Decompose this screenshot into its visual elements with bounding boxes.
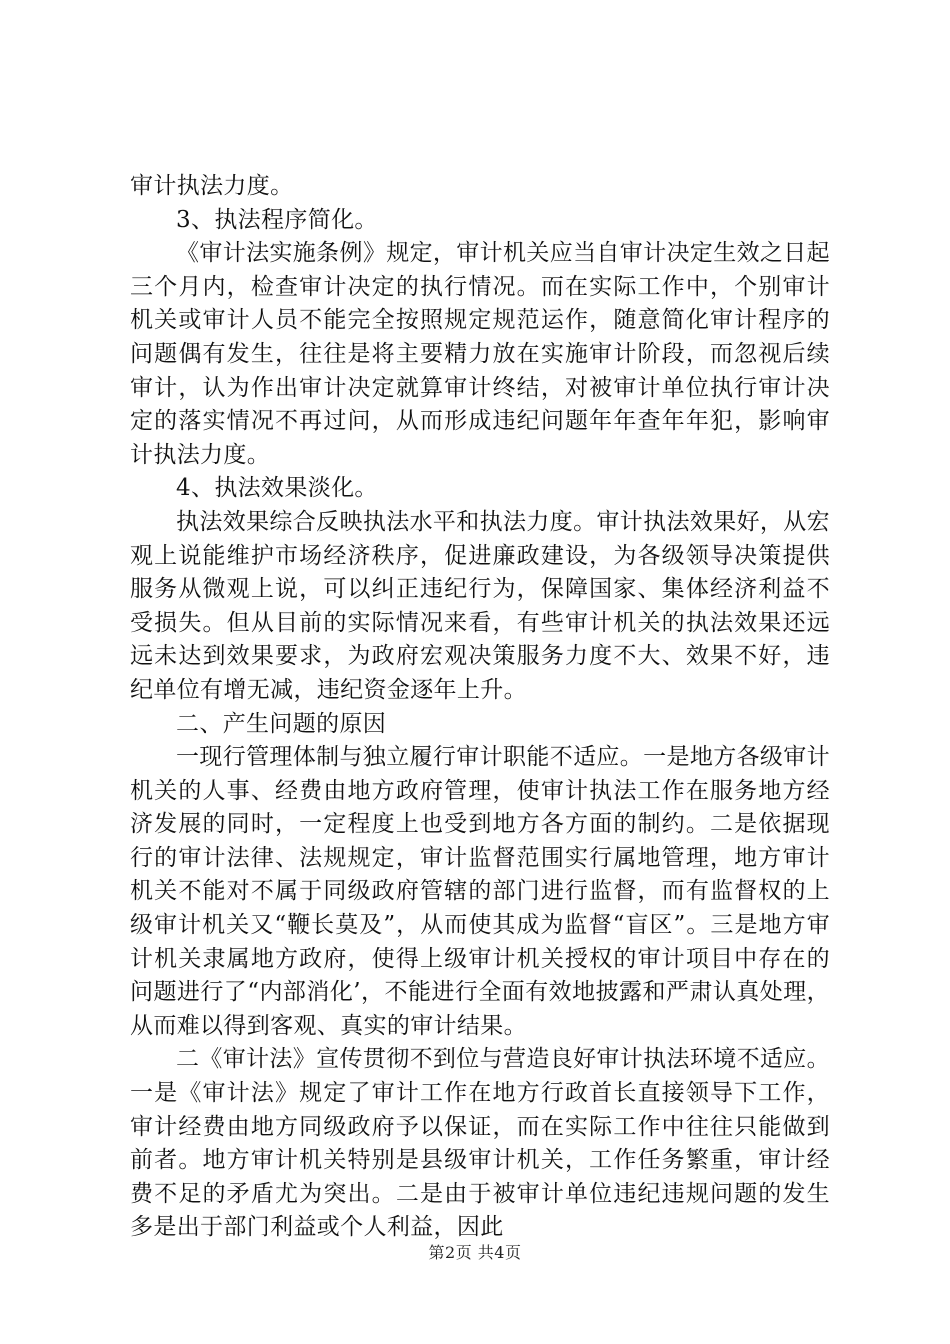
paragraph-1: 审计执法力度。 — [130, 173, 294, 199]
paragraph-heading-4: 4、执法效果淡化。 — [176, 475, 378, 502]
document-body — [130, 170, 830, 1245]
paragraph-7: 一现行管理体制与独立履行审计职能不适应。一是地方各级审计机关的人事、经费由地方政府管理，使审计执法工作在服务地方经济发展的同时，一定程度上也受到地方各方面的制约。二是依据现行的审计法律、法规规定，审计监督范围实行属地管理，地方审计机关不能对不属于同级政府管辖的部门进行监督，而有监督权的上级审计机关又“鞭长莫及”，从而使其成为监督“盲区”。三是地方审计机关隶属地方政府，使得上级审计机关授权的审计项目中存在的问题进行了“内部消化’，不能进行全面有效地披露和严肃认真处理，从而难以得到客观、真实的审计结果。 — [130, 744, 830, 1039]
page-footer: 第2页 共4页 — [428, 1243, 522, 1262]
paragraph-8: 二《审计法》宣传贯彻不到位与营造良好审计执法环境不适应。一是《审计法》规定了审计工作在地方行政首长直接领导下工作，审计经费由地方同级政府予以保证，而在实际工作中往往只能做到前者。地方审计机关特别是县级审计机关，工作任务繁重，审计经费不足的矛盾尤为突出。二是由于被审计单位违纪违规问题的发生多是出于部门利益或个人利益，因此 — [130, 1046, 830, 1241]
section-heading-causes: 二、产生问题的原因 — [176, 710, 387, 737]
paragraph-5: 执法效果综合反映执法水平和执法力度。审计执法效果好，从宏观上说能维护市场经济秩序，促进廉政建设，为各级领导决策提供服务从微观上说，可以纠正违纪行为，保障国家、集体经济利益不受损失。但从目前的实际情况来看，有些审计机关的执法效果还远远未达到效果要求，为政府宏观决策服务力度不大、效果不好，违纪单位有增无减，违纪资金逐年上升。 — [130, 508, 830, 703]
paragraph-heading-3: 3、执法程序简化。 — [176, 206, 378, 233]
paragraph-3: 《审计法实施条例》规定，审计机关应当自审计决定生效之日起三个月内，检查审计决定的执行情况。而在实际工作中，个别审计机关或审计人员不能完全按照规定规范运作，随意简化审计程序的问题偶有发生，往往是将主要精力放在实施审计阶段，而忽视后续审计，认为作出审计决定就算审计终结，对被审计单位执行审计决定的落实情况不再过问，从而形成违纪问题年年查年年犯，影响审计执法力度。 — [130, 240, 830, 468]
